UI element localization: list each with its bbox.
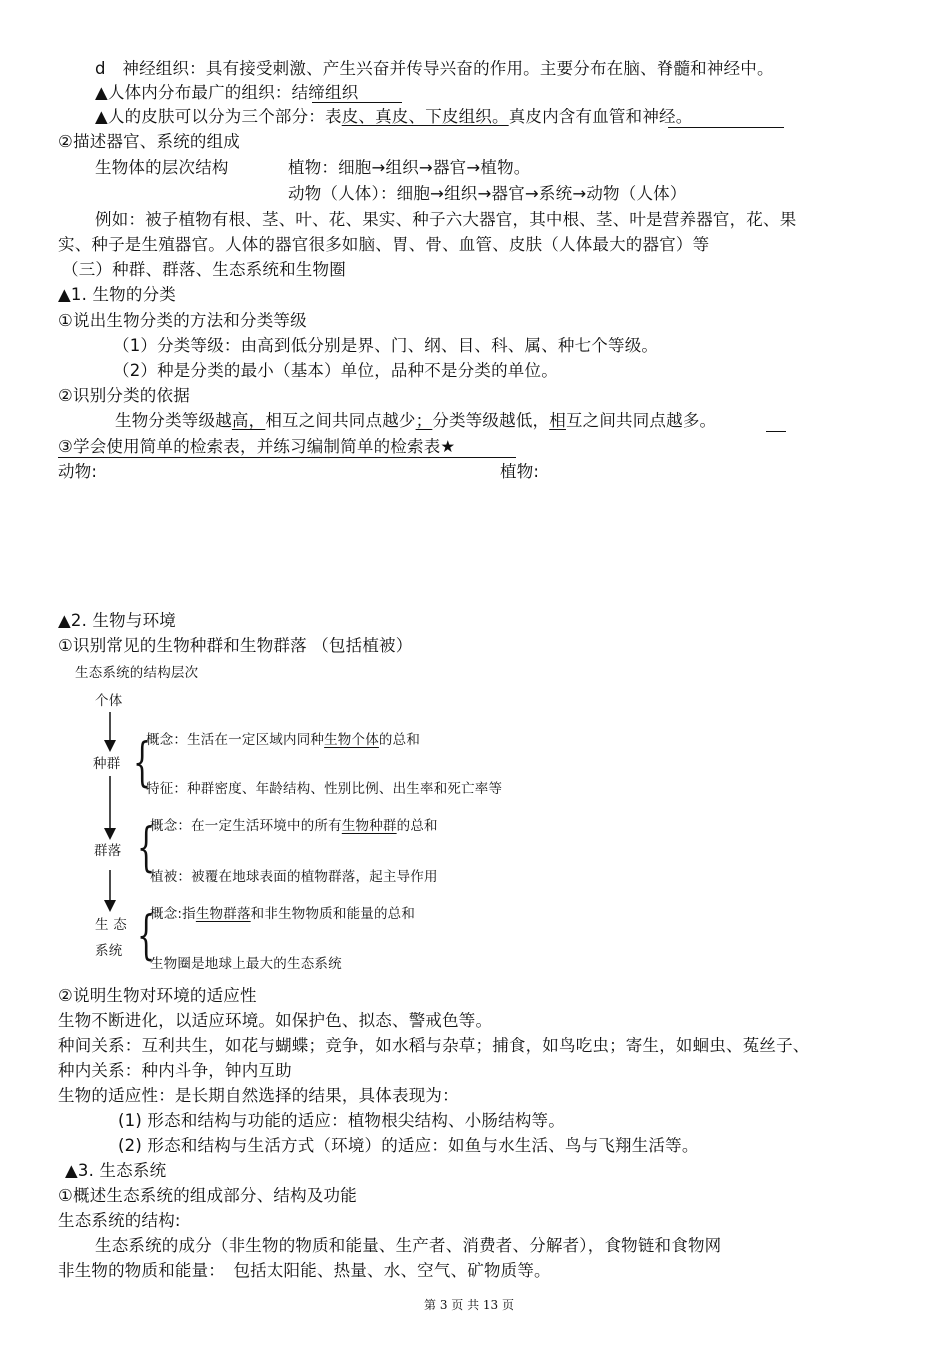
text-rank-rule-a: 生物分类等级越 (115, 411, 232, 430)
answer-connective-tissue: 结缔组织 (291, 83, 359, 102)
brace-ecosystem: { (137, 906, 156, 966)
text-community-concept-c: 的总和 (396, 818, 438, 834)
text-widest-tissue (95, 82, 358, 104)
text-intraspecific: 种内关系：种内斗争，钟内互助 (58, 1061, 292, 1080)
hierarchy-arrows (90, 700, 130, 930)
node-community: 群落 (94, 843, 122, 859)
text-ecosystem-concept-c: 和非生物物质和能量的总和 (250, 906, 416, 922)
text-skin-layers (95, 106, 692, 128)
answer-skin-layers: 皮、真皮、下皮组织。 (341, 107, 509, 126)
heading-adaptation: ②说明生物对环境的适应性 (58, 986, 257, 1005)
text-widest-tissue-label: ▲人体内分布最广的组织： (95, 83, 292, 102)
heading-ecosystem: ▲3. 生态系统 (65, 1161, 167, 1180)
text-nerve-tissue: d 神经组织：具有接受刺激、产生兴奋并传导兴奋的作用。主要分布在脑、脊髓和神经中。 (95, 59, 774, 78)
section-heading-3: （三）种群、群落、生态系统和生物圈 (62, 260, 346, 279)
text-adaptability: 生物的适应性：是长期自然选择的结果，具体表现为： (58, 1086, 459, 1105)
text-vegetation: 植被：被覆在地球表面的植物群落，起主导作用 (150, 869, 438, 885)
text-classify-basis: ②识别分类的依据 (58, 386, 190, 405)
answer-underline (668, 127, 784, 128)
text-rank-levels: （1）分类等级：由高到低分别是界、门、纲、目、科、属、种七个等级。 (113, 336, 659, 355)
text-ecosystem-overview: ①概述生态系统的组成部分、结构及功能 (58, 1186, 357, 1205)
text-interspecific: 种间关系：互利共生，如花与蝴蝶；竞争，如水稻与杂草；捕食，如鸟吃虫；寄生，如蛔虫、菟丝子、 (58, 1036, 810, 1055)
heading-organism-environment: ▲2. 生物与环境 (58, 611, 176, 630)
page-footer: 第 3 页 共 13 页 (424, 1298, 514, 1312)
text-community-concept-a: 概念：在一定生活环境中的所有 (150, 818, 342, 834)
answer-nerve: 神经。 (642, 107, 693, 126)
answer-underline (766, 431, 786, 432)
text-skin-label: ▲人的皮肤可以分为三个部分：表 (95, 107, 342, 126)
heading-classification: ▲1. 生物的分类 (58, 285, 176, 304)
text-key-table: ③学会使用简单的检索表，并练习编制简单的检索表★ (58, 437, 456, 456)
text-animal-hierarchy: 动物（人体）：细胞→组织→器官→系统→动物（人体） (288, 184, 687, 203)
text-abiotic: 非生物的物质和能量： 包括太阳能、热量、水、空气、矿物质等。 (58, 1261, 551, 1280)
text-ecosystem-structure: 生态系统的结构: (58, 1211, 181, 1230)
text-population-concept-b: 生物个体 (324, 732, 379, 748)
node-individual: 个体 (95, 693, 123, 709)
text-population-concept-a: 概念：生活在一定区域内同种 (146, 732, 325, 748)
text-classify-method: ①说出生物分类的方法和分类等级 (58, 311, 307, 330)
text-example: 例如：被子植物有根、茎、叶、花、果实、种子六大器官，其中根、茎、叶是营养器官，花、果 (95, 210, 797, 229)
label-plant: 植物: (500, 462, 540, 481)
heading-underline (58, 457, 516, 458)
text-evolution: 生物不断进化，以适应环境。如保护色、拟态、警戒色等。 (58, 1011, 493, 1030)
diagram-title: 生态系统的结构层次 (75, 665, 199, 681)
node-population: 种群 (93, 756, 121, 772)
brace-population: { (133, 733, 152, 793)
text-rank-rule-f: 相 (549, 411, 566, 430)
text-rank-rule-d: ； (415, 411, 433, 430)
text-population-concept (146, 731, 420, 749)
answer-high: 高， (231, 411, 266, 430)
text-adapt-2: (2) 形态和结构与生活方式（环境）的适应：如鱼与水生活、鸟与飞翔生活等。 (118, 1136, 699, 1155)
text-community-concept-b: 生物种群 (341, 818, 397, 834)
label-animal: 动物: (58, 462, 98, 481)
text-dermis: 真皮内含有血管和 (508, 107, 643, 126)
text-example-cont: 实、种子是生殖器官。人体的器官很多如脑、胃、骨、血管、皮肤（人体最大的器官）等 (58, 235, 710, 254)
text-plant-hierarchy: 植物：细胞→组织→器官→植物。 (288, 158, 531, 177)
text-rank-rule-g: 互之间共同点越多。 (565, 411, 717, 430)
brace-community: { (137, 818, 156, 878)
node-ecosystem-line2: 系统 (95, 943, 123, 959)
text-ecosystem-concept-b: 生物群落 (195, 906, 251, 922)
text-population-feature: 特征：种群密度、年龄结构、性别比例、出生率和死亡率等 (146, 781, 503, 797)
text-rank-rule-c: 相互之间共同点越少 (265, 411, 416, 430)
text-species-unit: （2）种是分类的最小（基本）单位，品种不是分类的单位。 (113, 361, 558, 380)
text-ecosystem-concept (150, 905, 415, 923)
answer-underline (312, 102, 402, 103)
text-ecosystem-concept-a: 概念:指 (150, 906, 196, 922)
heading-organ-system: ②描述器官、系统的组成 (58, 132, 240, 151)
text-adapt-1: (1) 形态和结构与功能的适应：植物根尖结构、小肠结构等。 (118, 1111, 565, 1130)
node-ecosystem-line1: 生 态 (95, 917, 127, 933)
text-population-community: ①识别常见的生物种群和生物群落 （包括植被） (58, 636, 413, 655)
text-population-concept-c: 的总和 (378, 732, 421, 748)
text-community-concept (150, 817, 438, 835)
text-hierarchy-label: 生物体的层次结构 (95, 158, 229, 177)
text-rank-rule-e: 分类等级越低， (432, 411, 550, 430)
text-biosphere: 生物圈是地球上最大的生态系统 (150, 956, 342, 972)
text-rank-rule (115, 410, 716, 432)
text-ecosystem-components: 生态系统的成分（非生物的物质和能量、生产者、消费者、分解者），食物链和食物网 (95, 1236, 722, 1255)
